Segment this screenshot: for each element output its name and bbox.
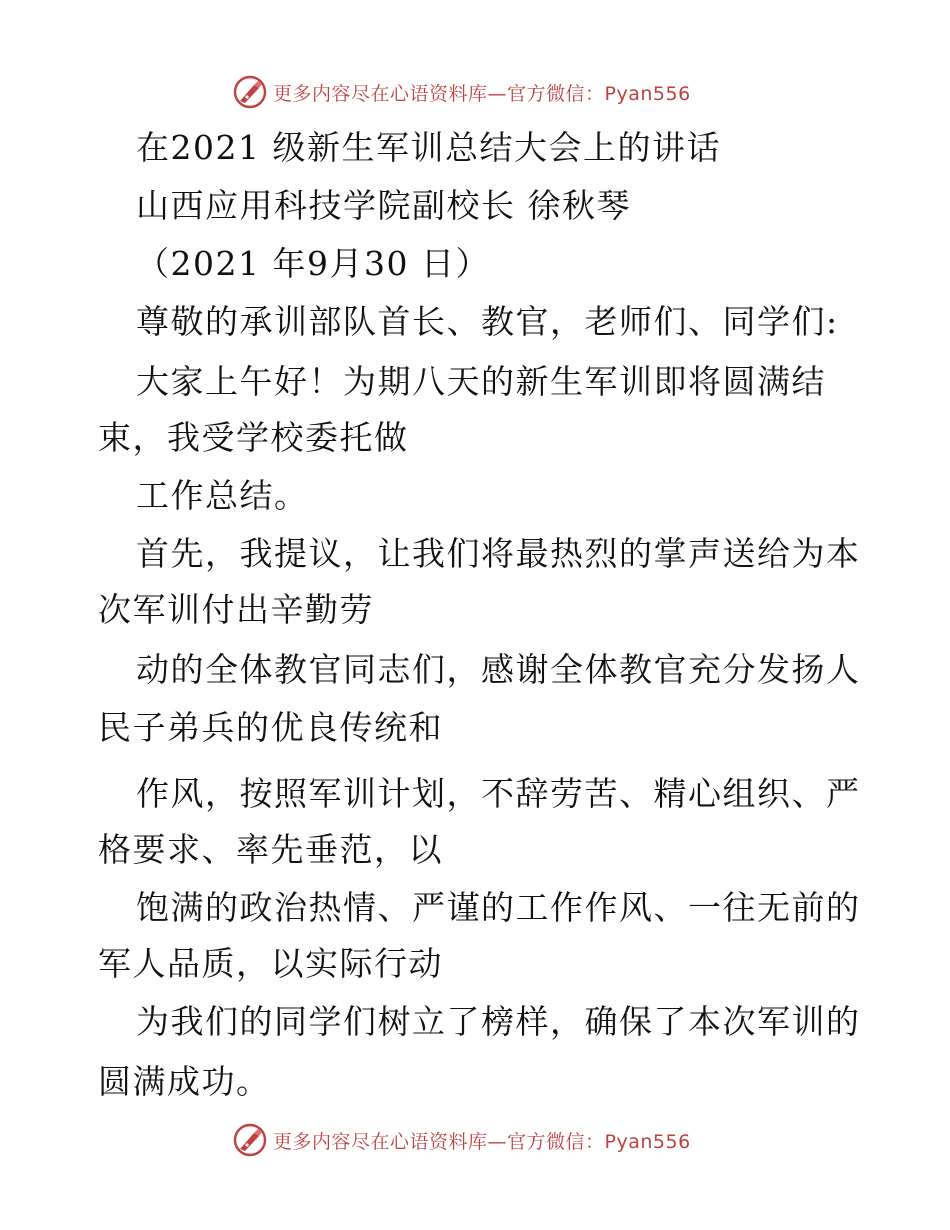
paragraph-line: 饱满的政治热情、严谨的工作作风、一往无前的: [136, 888, 861, 927]
paragraph-line: 束，我受学校委托做: [98, 418, 409, 457]
paragraph-line: 军人品质，以实际行动: [98, 944, 443, 983]
paragraph-line: 民子弟兵的优良传统和: [98, 708, 443, 747]
paragraph-line: 为我们的同学们树立了榜样，确保了本次军训的: [136, 1002, 861, 1041]
paragraph-line: 次军训付出辛勤劳: [98, 590, 374, 629]
paragraph-line: 格要求、率先垂范，以: [98, 830, 443, 869]
paragraph-line: 动的全体教官同志们，感谢全体教官充分发扬人: [136, 650, 861, 689]
paragraph-line: 圆满成功。: [98, 1062, 271, 1101]
watermark-content: [233, 1120, 691, 1160]
paragraph-line: 大家上午好！为期八天的新生军训即将圆满结: [136, 362, 826, 401]
watermark-banner-bottom: [0, 1120, 950, 1160]
watermark-text: 更多内容尽在心语资料库—官方微信：Pyan556: [273, 82, 691, 105]
paragraph-line: 工作总结。: [136, 476, 309, 515]
salutation: 尊敬的承训部队首长、教官，老师们、同学们:: [136, 302, 839, 341]
paragraph-line: 作风，按照军训计划，不辞劳苦、精心组织、严: [136, 774, 861, 813]
speech-title: 在2021 级新生军训总结大会上的讲话: [136, 128, 721, 167]
speaker-line: 山西应用科技学院副校长 徐秋琴: [136, 186, 631, 225]
paragraph-line: 首先，我提议，让我们将最热烈的掌声送给为本: [136, 534, 861, 573]
red-pen-nib-logo-icon: [233, 1123, 267, 1157]
watermark-text: 更多内容尽在心语资料库—官方微信：Pyan556: [273, 1130, 691, 1153]
date-line: （2021 年9月30 日）: [136, 244, 490, 283]
